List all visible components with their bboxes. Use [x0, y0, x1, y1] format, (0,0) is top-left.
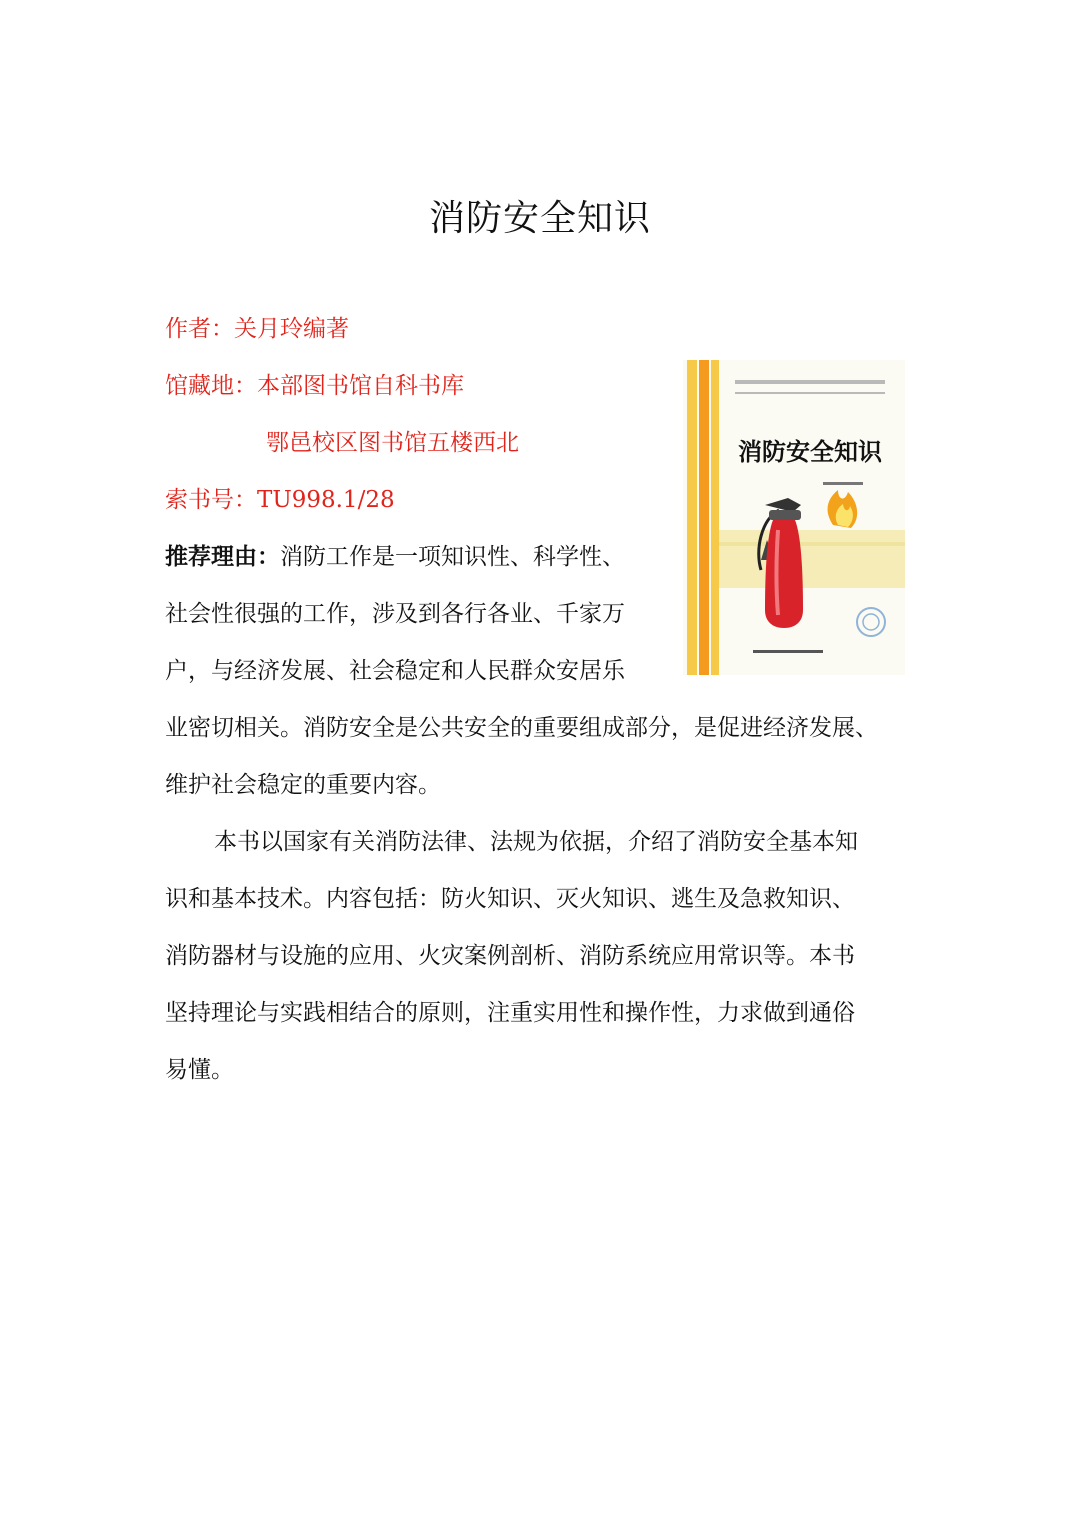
reason-label: 推荐理由：: [165, 543, 280, 570]
location-line-1: 馆藏地：本部图书馆自科书库: [165, 373, 464, 399]
reason-line-3: 户，与经济发展、社会稳定和人民群众安居乐: [165, 658, 625, 684]
author-line: 作者：关月玲编著: [165, 316, 349, 342]
book-cover-image: [683, 360, 905, 675]
reason-line-2: 社会性很强的工作，涉及到各行各业、千家万: [165, 601, 625, 627]
reason-line-5: 维护社会稳定的重要内容。: [165, 772, 441, 798]
call-number-line: 索书号：TU998.1/28: [165, 487, 395, 513]
location-line-2: 鄂邑校区图书馆五楼西北: [266, 430, 519, 456]
book-cover-title: 消防安全知识: [738, 438, 882, 466]
intro-line-2: 识和基本技术。内容包括：防火知识、灭火知识、逃生及急救知识、: [165, 886, 855, 912]
intro-line-3: 消防器材与设施的应用、火灾案例剖析、消防系统应用常识等。本书: [165, 943, 855, 969]
intro-line-1: 本书以国家有关消防法律、法规为依据，介绍了消防安全基本知: [214, 829, 858, 855]
intro-line-5: 易懂。: [165, 1057, 234, 1083]
intro-line-4: 坚持理论与实践相结合的原则，注重实用性和操作性，力求做到通俗: [165, 1000, 855, 1026]
reason-text: 消防工作是一项知识性、科学性、: [280, 544, 625, 570]
page-title: 消防安全知识: [428, 198, 651, 239]
reason-line-4: 业密切相关。消防安全是公共安全的重要组成部分，是促进经济发展、: [165, 715, 878, 741]
reason-line-1: [165, 541, 625, 573]
